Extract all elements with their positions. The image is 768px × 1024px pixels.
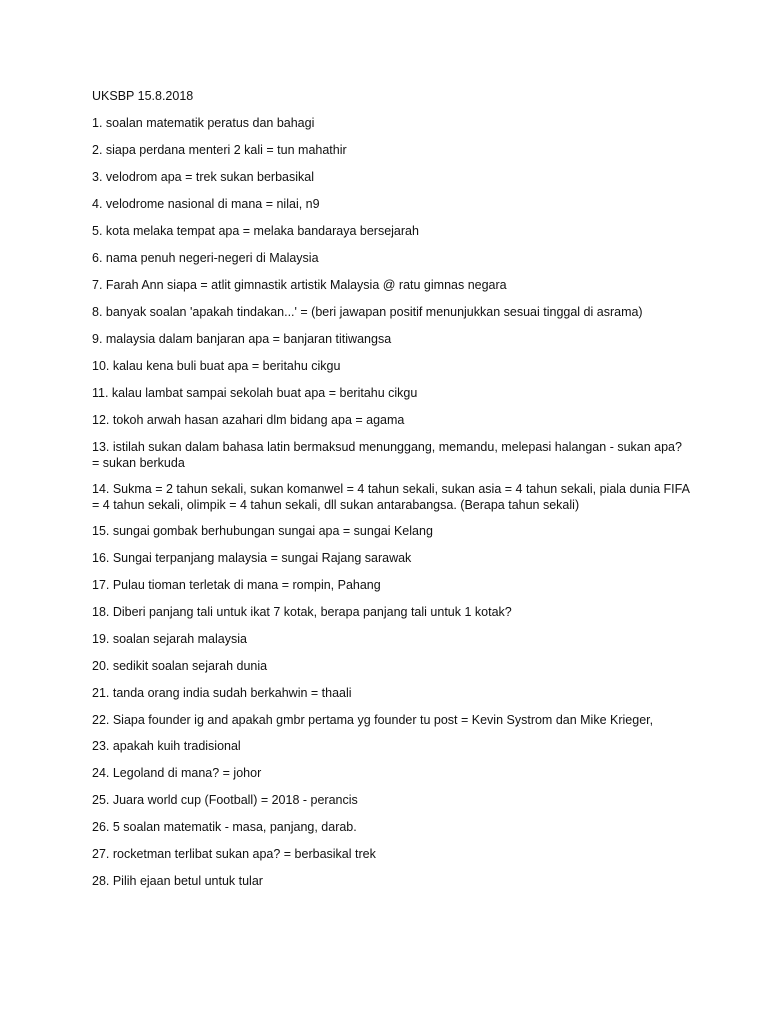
list-item: 3. velodrom apa = trek sukan berbasikal	[92, 170, 314, 184]
list-item: 16. Sungai terpanjang malaysia = sungai Rajang sarawak	[92, 551, 412, 565]
list-item: 7. Farah Ann siapa = atlit gimnastik artistik Malaysia @ ratu gimnas negara	[92, 278, 507, 292]
list-item: 20. sedikit soalan sejarah dunia	[92, 659, 268, 673]
list-item: 1. soalan matematik peratus dan bahagi	[92, 116, 315, 130]
list-item: 24. Legoland di mana? = johor	[92, 766, 262, 780]
list-item: 28. Pilih ejaan betul untuk tular	[92, 874, 263, 888]
list-item: 23. apakah kuih tradisional	[92, 739, 241, 753]
list-item: 5. kota melaka tempat apa = melaka bandaraya bersejarah	[92, 224, 419, 238]
list-item: 2. siapa perdana menteri 2 kali = tun mahathir	[92, 143, 347, 157]
list-item: 4. velodrome nasional di mana = nilai, n9	[92, 197, 320, 211]
list-item: 17. Pulau tioman terletak di mana = rompin, Pahang	[92, 578, 381, 592]
list-item: 27. rocketman terlibat sukan apa? = berbasikal trek	[92, 847, 376, 861]
document-body	[92, 88, 692, 900]
list-item: 19. soalan sejarah malaysia	[92, 632, 247, 646]
list-item: 21. tanda orang india sudah berkahwin = thaali	[92, 686, 352, 700]
list-item: 18. Diberi panjang tali untuk ikat 7 kotak, berapa panjang tali untuk 1 kotak?	[92, 605, 512, 619]
list-item: 26. 5 soalan matematik - masa, panjang, darab.	[92, 820, 357, 834]
question-list	[92, 115, 692, 889]
list-item: 6. nama penuh negeri-negeri di Malaysia	[92, 251, 319, 265]
list-item: 12. tokoh arwah hasan azahari dlm bidang apa = agama	[92, 413, 405, 427]
list-item: 8. banyak soalan 'apakah tindakan...' = (beri jawapan positif menunjukkan sesuai tinggal di asrama)	[92, 305, 643, 319]
list-item: 25. Juara world cup (Football) = 2018 - perancis	[92, 793, 358, 807]
list-item: 11. kalau lambat sampai sekolah buat apa = beritahu cikgu	[92, 386, 418, 400]
list-item: 10. kalau kena buli buat apa = beritahu cikgu	[92, 359, 341, 373]
list-item: 14. Sukma = 2 tahun sekali, sukan komanwel = 4 tahun sekali, sukan asia = 4 tahun sekali, piala dunia FIFA = 4 tahun sekali, olimpik = 4 tahun sekali, dll sukan antarabangsa. (Berapa tahun sekali)	[92, 482, 690, 512]
document-title: UKSBP 15.8.2018	[92, 89, 194, 103]
list-item: 22. Siapa founder ig and apakah gmbr pertama yg founder tu post = Kevin Systrom dan Mike Krieger,	[92, 713, 654, 727]
list-item: 15. sungai gombak berhubungan sungai apa = sungai Kelang	[92, 524, 433, 538]
list-item: 13. istilah sukan dalam bahasa latin bermaksud menunggang, memandu, melepasi halangan - sukan apa? = sukan berkuda	[92, 440, 682, 470]
list-item: 9. malaysia dalam banjaran apa = banjaran titiwangsa	[92, 332, 392, 346]
